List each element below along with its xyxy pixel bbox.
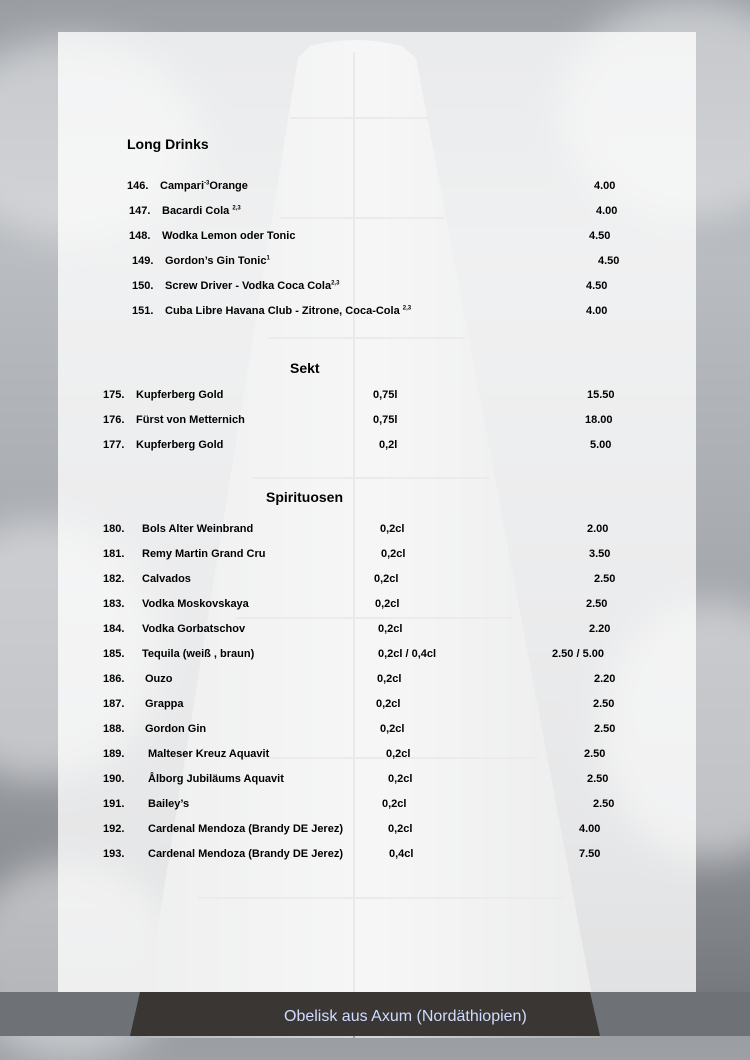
item-size: 0,2cl — [380, 523, 405, 535]
item-size: 0,2cl — [380, 723, 405, 735]
item-name: Kupferberg Gold — [136, 439, 224, 451]
item-price: 4.50 — [586, 280, 608, 292]
item-number: 180. — [103, 523, 125, 535]
item-price: 4.00 — [594, 180, 616, 192]
item-size: 0,2cl — [388, 773, 413, 785]
item-name: Gordon Gin — [145, 723, 207, 735]
image-caption: Obelisk aus Axum (Nordäthiopien) — [284, 1008, 527, 1025]
item-name: Kupferberg Gold — [136, 389, 224, 401]
item-size: 0,2cl — [375, 598, 400, 610]
item-name: Vodka Moskovskaya — [142, 598, 249, 610]
item-price: 2.50 — [586, 598, 608, 610]
section-heading-spirituosen: Spirituosen — [266, 489, 344, 505]
item-number: 183. — [103, 598, 125, 610]
item-name: Wodka Lemon oder Tonic — [162, 230, 296, 242]
item-price: 18.00 — [585, 414, 613, 426]
item-size: 0,2cl — [377, 673, 402, 685]
item-name: Tequila (weiß , braun) — [142, 648, 255, 660]
item-number: 147. — [129, 205, 151, 217]
item-price: 2.50 — [587, 773, 609, 785]
item-price: 4.00 — [586, 305, 608, 317]
item-number: 176. — [103, 414, 125, 426]
item-size: 0,2cl — [374, 573, 399, 585]
item-price: 2.50 — [593, 698, 615, 710]
item-number: 175. — [103, 389, 125, 401]
item-price: 7.50 — [579, 848, 601, 860]
item-number: 177. — [103, 439, 125, 451]
item-price: 2.00 — [587, 523, 609, 535]
item-price: 2.50 — [593, 798, 615, 810]
item-number: 150. — [132, 280, 154, 292]
item-price: 2.50 — [584, 748, 606, 760]
item-size: 0,2cl — [381, 548, 406, 560]
item-name: Remy Martin Grand Cru — [142, 548, 266, 560]
item-number: 182. — [103, 573, 125, 585]
item-number: 186. — [103, 673, 125, 685]
section-heading-long-drinks: Long Drinks — [127, 136, 209, 152]
item-price: 4.50 — [598, 255, 620, 267]
item-name: Ålborg Jubiläums Aquavit — [148, 773, 284, 785]
item-name: Bols Alter Weinbrand — [142, 523, 254, 535]
item-size: 0,4cl — [389, 848, 414, 860]
item-name: Malteser Kreuz Aquavit — [148, 748, 270, 760]
item-price: 2.20 — [594, 673, 616, 685]
item-price: 4.50 — [589, 230, 611, 242]
item-size: 0,2cl / 0,4cl — [378, 648, 437, 660]
item-size: 0,2cl — [388, 823, 413, 835]
item-name: Ouzo — [145, 673, 173, 685]
item-number: 146. — [127, 180, 149, 192]
item-price: 2.20 — [589, 623, 611, 635]
item-number: 149. — [132, 255, 154, 267]
item-price: 15.50 — [587, 389, 615, 401]
item-number: 191. — [103, 798, 125, 810]
item-size: 0,75l — [373, 389, 398, 401]
item-size: 0,2cl — [378, 623, 403, 635]
item-price: 4.00 — [596, 205, 618, 217]
item-size: 0,2l — [379, 439, 398, 451]
item-name: Vodka Gorbatschov — [142, 623, 246, 635]
item-name: Gordon’s Gin Tonic$^1$ — [165, 255, 270, 267]
item-number: 190. — [103, 773, 125, 785]
item-price: 3.50 — [589, 548, 611, 560]
item-number: 185. — [103, 648, 125, 660]
item-size: 0,2cl — [386, 748, 411, 760]
item-name: Calvados — [142, 573, 191, 585]
item-number: 188. — [103, 723, 125, 735]
item-size: 0,2cl — [382, 798, 407, 810]
item-price: 5.00 — [590, 439, 612, 451]
item-number: 181. — [103, 548, 125, 560]
item-price: 4.00 — [579, 823, 601, 835]
item-name: Cuba Libre Havana Club - Zitrone, Coca-Cola $^{2,3}$ — [165, 305, 412, 317]
item-number: 148. — [129, 230, 151, 242]
item-price: 2.50 — [594, 573, 616, 585]
item-number: 193. — [103, 848, 125, 860]
item-name: Campari$^{-3}$Orange — [160, 180, 248, 192]
item-number: 189. — [103, 748, 125, 760]
item-price: 2.50 — [594, 723, 616, 735]
item-name: Grappa — [145, 698, 184, 710]
item-number: 192. — [103, 823, 125, 835]
item-number: 184. — [103, 623, 125, 635]
item-number: 151. — [132, 305, 154, 317]
item-name: Screw Driver - Vodka Coca Cola$^{2,3}$ — [165, 280, 340, 292]
item-number: 187. — [103, 698, 125, 710]
item-size: 0,75l — [373, 414, 398, 426]
item-name: Bailey’s — [148, 798, 190, 810]
item-name: Fürst von Metternich — [136, 414, 245, 426]
item-name: Cardenal Mendoza (Brandy DE Jerez) — [148, 823, 343, 835]
item-name: Cardenal Mendoza (Brandy DE Jerez) — [148, 848, 343, 860]
item-size: 0,2cl — [376, 698, 401, 710]
item-price: 2.50 / 5.00 — [552, 648, 604, 660]
item-name: Bacardi Cola $^{2,3}$ — [162, 205, 241, 217]
section-heading-sekt: Sekt — [290, 360, 320, 376]
